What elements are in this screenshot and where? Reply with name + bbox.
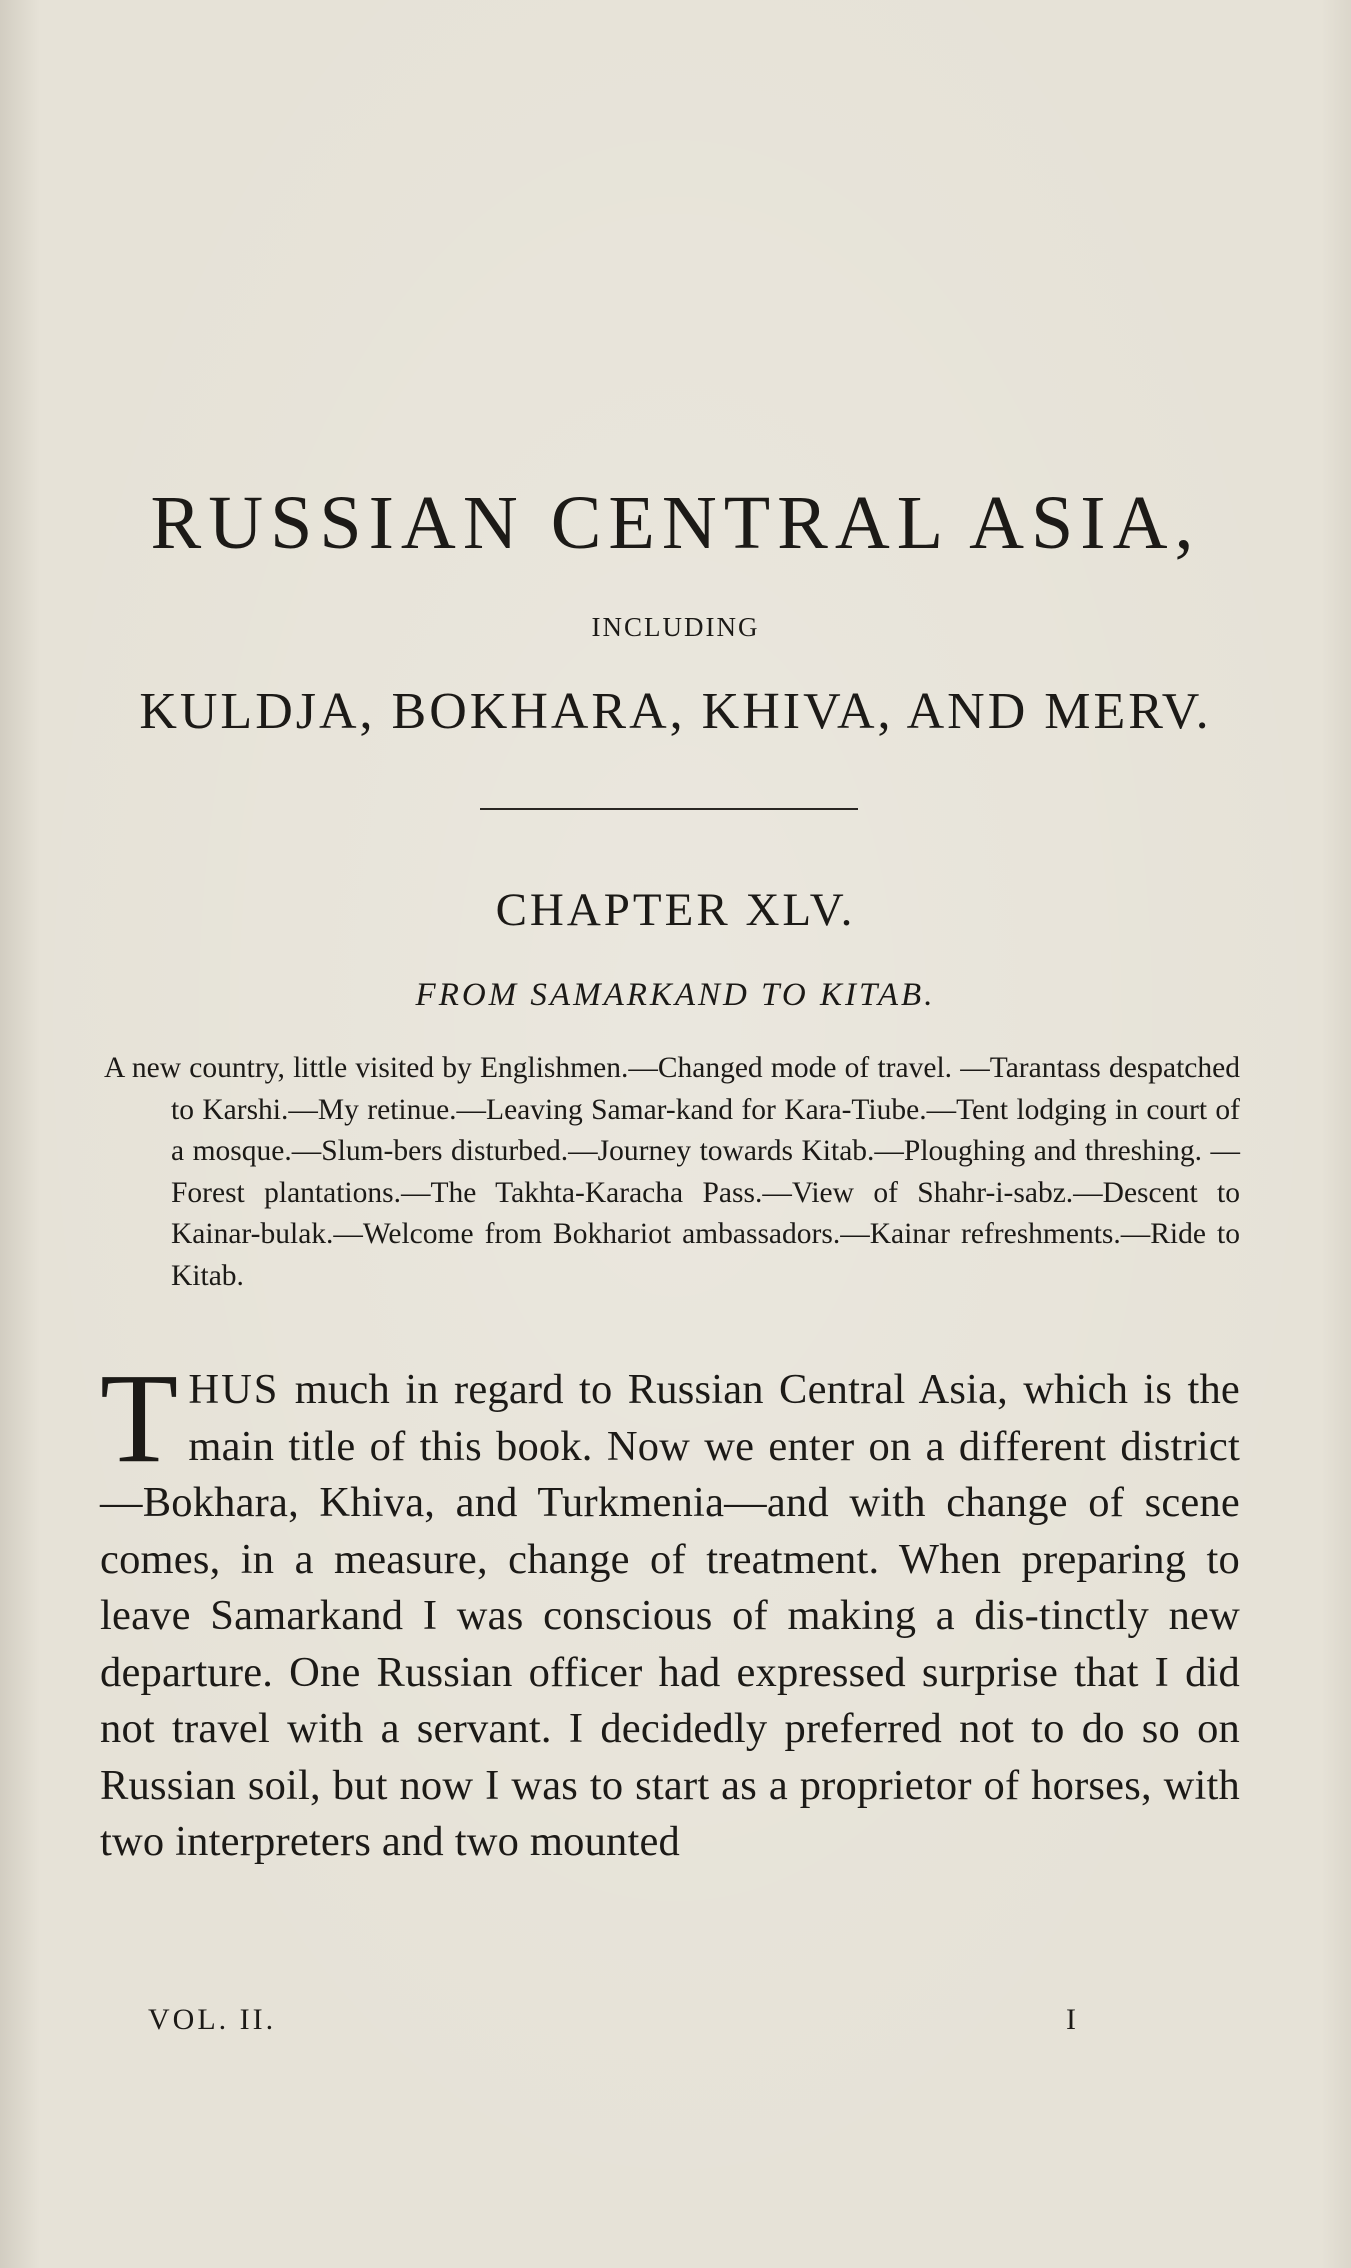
section-divider (480, 808, 858, 810)
signature-mark: I (1066, 2003, 1076, 2036)
book-title: RUSSIAN CENTRAL ASIA, (150, 481, 1201, 565)
book-subtitle: KULDJA, BOKHARA, KHIVA, AND MERV. (139, 683, 1212, 740)
chapter-summary: A new country, little visited by Englishmen.—Changed mode of travel. —Tarantass despatched to Karshi.—My retinue.—Leaving Samar-kand for Kara-Tiube.—Tent lodging in court of a mosque.—Slum-bers disturbed.—Journey towards Kitab.—Ploughing and threshing. —Forest plantations.—The Takhta-Karacha Pass.—View of Shahr-i-sabz.—Descent to Kainar-bulak.—Welcome from Bokhariot ambassadors.—Kainar refreshments.—Ride to Kitab. (104, 1052, 1240, 1292)
opening-word: HUS (188, 1366, 280, 1413)
including-label: INCLUDING (591, 612, 760, 642)
chapter-title: FROM SAMARKAND TO KITAB. (415, 977, 936, 1013)
drop-cap: T (100, 1347, 179, 1489)
body-text: much in regard to Russian Central Asia, which is the main title of this book. Now we enter on a different district—Bokhara, Khiva, and Turkmenia—and with change of scene comes, in a measure, change of treatment. When preparing to leave Samarkand I was conscious of making a dis-tinctly new departure. One Russian officer had expressed surprise that I did not travel with a servant. I decidedly preferred not to do so on Russian soil, but now I was to start as a proprietor of horses, with two interpreters and two mounted (100, 1366, 1240, 1865)
chapter-number: CHAPTER XLV. (495, 884, 856, 936)
body-paragraph (100, 1347, 1240, 1871)
volume-label: VOL. II. (148, 2003, 277, 2036)
